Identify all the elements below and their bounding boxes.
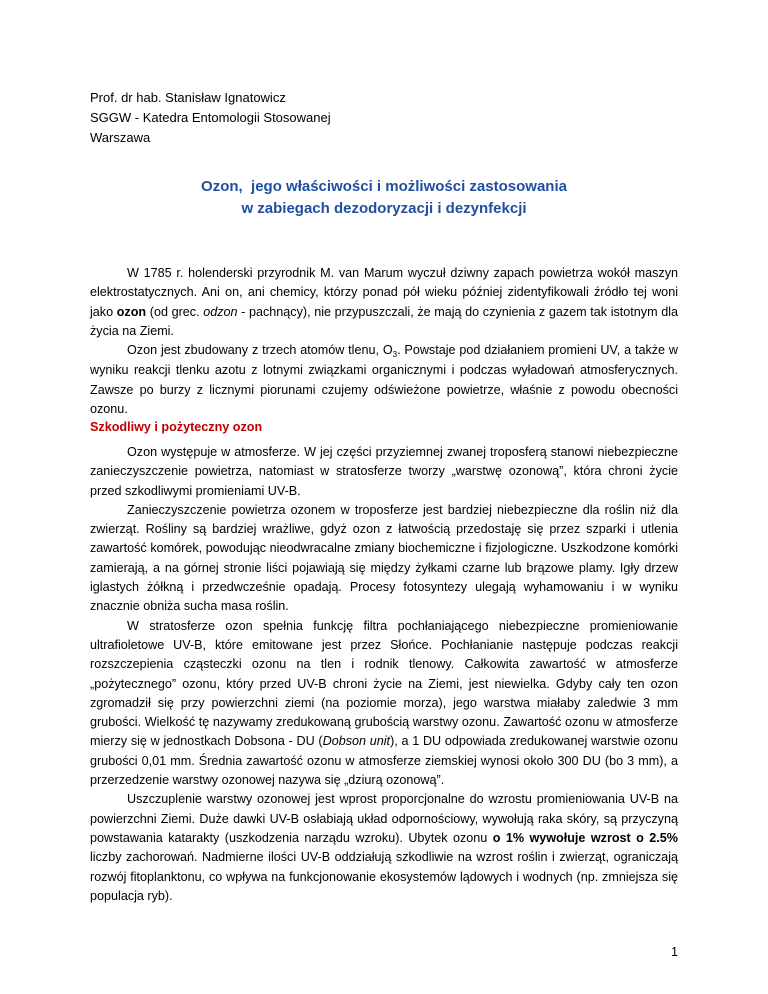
- author-name: Prof. dr hab. Stanisław Ignatowicz: [90, 90, 286, 105]
- city: Warszawa: [90, 130, 151, 145]
- bold-term: o 1% wywołuje wzrost o 2.5%: [492, 830, 678, 845]
- section-paragraph-2: Zanieczyszczenie powietrza ozonem w troposferze jest bardziej niebezpieczne dla roślin niż dla zwierząt. Rośliny są bardziej wrażliwe, gdyż ozon z łatwością przedostaję się przez szparki i utlenia zawartość komórek, powodując nieodwracalne zmiany biochemiczne i fizjologiczne. Uszkodzone komórki zamierają, a na górnej stronie liści pojawiają się między żyłkami czarne lub brązowe plamy. Igły drzew iglastych żółkną i przedwcześnie opadają. Procesy fotosyntezy ulegają wyhamowaniu i w wyniku znacznie obniża sucha masa roślin.: [90, 502, 678, 614]
- text-run: - pachnący), nie przypuszczali, że mają do czynienia z gazem tak istotnym dla życia na Ziemi.: [90, 304, 679, 338]
- italic-term: odzon: [203, 304, 238, 319]
- document-title: [0, 176, 768, 220]
- section-heading: Szkodliwy i pożyteczny ozon: [90, 420, 263, 434]
- text-run: ), a 1 DU odpowiada zredukowanej warstwie ozonu grubości 0,01 mm. Średnia zawartość ozonu w atmosferze ziemskiej wynosi około 300 DU (bo 3 mm), a przerzedzenie warstwy ozonowej nazywa się „dziurą ozonową”.: [90, 734, 679, 788]
- main-section: [90, 443, 678, 906]
- text-run: (od grec.: [146, 304, 204, 319]
- text-run: liczby zachorowań. Nadmierne ilości UV-B oddziałują szkodliwie na wzrost roślin i zwierząt, ograniczają rozwój fitoplanktonu, co wpływa na funkcjonowanie ekosystemów lądowych i wodnych (np. zmniejsza się populacja ryb).: [90, 850, 678, 903]
- intro-paragraph-2: [90, 341, 678, 419]
- section-paragraph-1: Ozon występuje w atmosferze. W jej części przyziemnej zwanej troposferą stanowi niebezpieczne zanieczyszczenie powietrza, natomiast w stratosferze tworzy „warstwę ozonową”, która chroni życie przed szkodliwymi promieniami UV-B.: [90, 445, 678, 498]
- subscript: 3: [392, 350, 398, 360]
- title-line-2: w zabiegach dezodoryzacji i dezynfekcji: [241, 200, 527, 217]
- text-run: Uszczuplenie warstwy ozonowej jest wprost proporcjonalne do wzrostu promieniowania UV-B na powierzchni Ziemi. Duże dawki UV-B osłabiają układ odpornościowy, wywołują raka skóry, są przyczyną powstawania katarakty (uszkodzenia narządu wzroku). Ubytek ozonu: [90, 792, 678, 845]
- text-run: . Powstaje pod działaniem promieni UV, a także w wyniku reakcji tlenku azotu z lotnymi związkami organicznymi i podczas wyładowań atmosferycznych. Zawsze po burzy z licznymi piorunami czujemy odświeżone powietrze, właśnie z powodu obecności ozonu.: [90, 343, 678, 417]
- intro-section: [90, 264, 678, 419]
- author-header: [90, 88, 331, 148]
- text-run: W 1785 r. holenderski przyrodnik M. van Marum wyczuł dziwny zapach powietrza wokół maszyn elektrostatycznych. Ani on, ani chemicy, którzy ponad pół wieku później zidentyfikowali źródło tej woni jako: [90, 266, 678, 319]
- affiliation: SGGW - Katedra Entomologii Stosowanej: [90, 110, 331, 125]
- bold-term: ozon: [116, 304, 147, 319]
- page-number: 1: [670, 945, 678, 959]
- section-paragraph-3: [90, 617, 678, 791]
- intro-paragraph-1: [90, 264, 678, 341]
- text-run: Ozon jest zbudowany z trzech atomów tlenu, O: [127, 343, 393, 358]
- text-run: W stratosferze ozon spełnia funkcję filtra pochłaniającego niebezpieczne promieniowanie ultrafioletowe UV-B, które emitowane jest przez Słońce. Pochłanianie następuje podczas reakcji rozszczepienia cząsteczki ozonu na tlen i rodnik tlenowy. Całkowita zawartość w atmosferze „pożytecznego” ozonu, który przed UV-B chroni życie na Ziemi, jest niewielka. Gdyby cały ten ozon zgromadził się przy powierzchni ziemi (na poziomie morza), jego warstwa miałaby zaledwie 3 mm grubości. Wielkość tę nazywamy zredukowaną grubością warstwy ozonu. Zawartość ozonu w atmosferze mierzy się w jednostkach Dobsona - DU (: [90, 618, 678, 749]
- section-paragraph-4: [90, 790, 678, 906]
- title-line-1: Ozon, jego właściwości i możliwości zastosowania: [201, 178, 567, 195]
- italic-term: Dobson unit: [322, 734, 391, 749]
